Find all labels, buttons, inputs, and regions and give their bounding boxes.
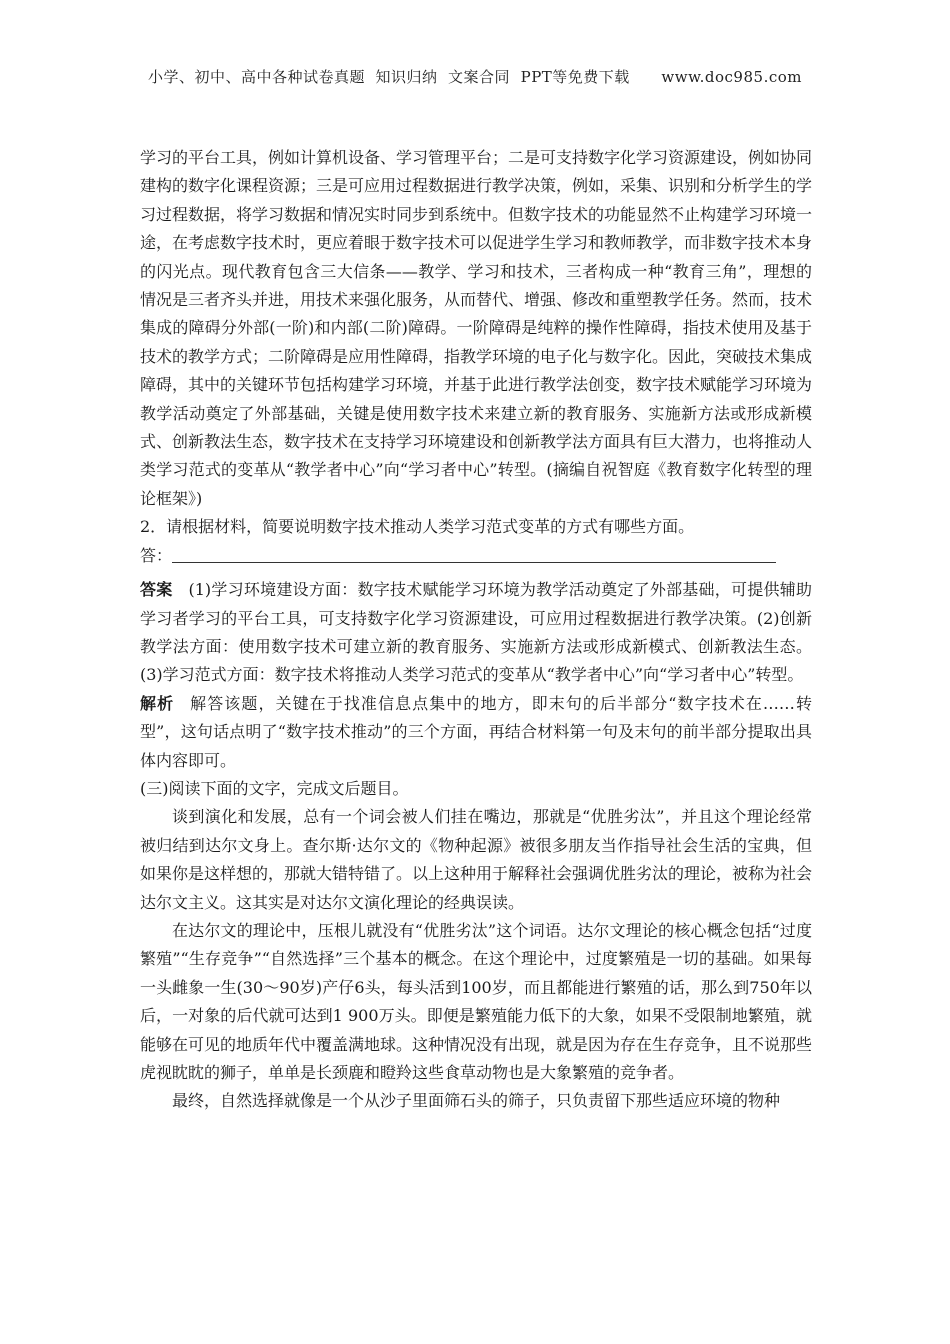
answer-blank-row bbox=[140, 542, 812, 570]
analysis-block bbox=[140, 690, 812, 775]
passage-1-continuation: 学习的平台工具，例如计算机设备、学习管理平台；二是可支持数字化学习资源建设，例如协同建构的数字化课程资源；三是可应用过程数据进行教学决策，例如，采集、识别和分析学生的学习过程数据，将学习数据和情况实时同步到系统中。但数字技术的功能显然不止构建学习环境一途，在考虑数字技术时，更应着眼于数字技术可以促进学生学习和教师教学，而非数字技术本身的闪光点。现代教育包含三大信条——教学、学习和技术，三者构成一种“教育三角”，理想的情况是三者齐头并进，用技术来强化服务，从而替代、增强、修改和重塑教学任务。然而，技术集成的障碍分外部(一阶)和内部(二阶)障碍。一阶障碍是纯粹的操作性障碍，指技术使用及基于技术的教学方式；二阶障碍是应用性障碍，指教学环境的电子化与数字化。因此，突破技术集成障碍，其中的关键环节包括构建学习环境，并基于此进行教学法创变，数字技术赋能学习环境为教学活动奠定了外部基础，关键是使用数字技术来建立新的教育服务、实施新方法或形成新模式、创新教法生态，数字技术在支持学习环境建设和创新教学法方面具有巨大潜力，也将推动人类学习范式的变革从“教学者中心”向“学习者中心”转型。(摘编自祝智庭《教育数字化转型的理论框架》) bbox=[140, 148, 813, 508]
analysis-text: 解答该题，关键在于找准信息点集中的地方，即末句的后半部分“数字技术在……转型”，这句话点明了“数字技术推动”的三个方面，再结合材料第一句及末句的前半部分提取出具体内容即可。 bbox=[140, 693, 812, 770]
answer-prompt: 答： bbox=[140, 545, 173, 565]
answer-block bbox=[140, 576, 812, 690]
question-2: 2．请根据材料，简要说明数字技术推动人类学习范式变革的方式有哪些方面。 bbox=[140, 517, 695, 537]
analysis-label: 解析 bbox=[140, 693, 175, 713]
section-3-paragraph-3: 最终，自然选择就像是一个从沙子里面筛石头的筛子，只负责留下那些适应环境的物种 bbox=[172, 1091, 781, 1111]
page-header: 小学、初中、高中各种试卷真题 知识归纳 文案合同 PPT等免费下载 www.doc985.com bbox=[147, 68, 802, 86]
answer-blank-line bbox=[172, 544, 776, 563]
section-3-paragraph-2: 在达尔文的理论中，压根儿就没有“优胜劣汰”这个词语。达尔文理论的核心概念包括“过度繁殖”“生存竞争”“自然选择”三个基本的概念。在这个理论中，过度繁殖是一切的基础。如果每一头雌象一生(30～90岁)产仔6头，每头活到100岁，而且都能进行繁殖的话，那么到750年以后，一对象的后代就可达到1 900万头。即便是繁殖能力低下的大象，如果不受限制地繁殖，就能够在可见的地质年代中覆盖满地球。这种情况没有出现，就是因为存在生存竞争，且不说那些虎视眈眈的狮子，单单是长颈鹿和瞪羚这些食草动物也是大象繁殖的竞争者。 bbox=[140, 920, 813, 1082]
answer-text: (1)学习环境建设方面：数字技术赋能学习环境为教学活动奠定了外部基础，可提供辅助学习者学习的平台工具，可支持数字化学习资源建设，可应用过程数据进行教学决策。(2)创新教学法方面：使用数字技术可建立新的教育服务、实施新方法或形成新模式、创新教法生态。(3)学习范式方面：数字技术将推动人类学习范式的变革从“教学者中心”向“学习者中心”转型。 bbox=[140, 580, 812, 685]
document-body bbox=[140, 144, 812, 1116]
section-3-heading: (三)阅读下面的文字，完成文后题目。 bbox=[140, 778, 409, 798]
section-3-paragraph-1: 谈到演化和发展，总有一个词会被人们挂在嘴边，那就是“优胜劣汰”，并且这个理论经常被归结到达尔文身上。查尔斯·达尔文的《物种起源》被很多朋友当作指导社会生活的宝典，但如果你是这样想的，那就大错特错了。以上这种用于解释社会强调优胜劣汰的理论，被称为社会达尔文主义。这其实是对达尔文演化理论的经典误读。 bbox=[140, 807, 813, 912]
answer-label: 答案 bbox=[140, 580, 173, 600]
